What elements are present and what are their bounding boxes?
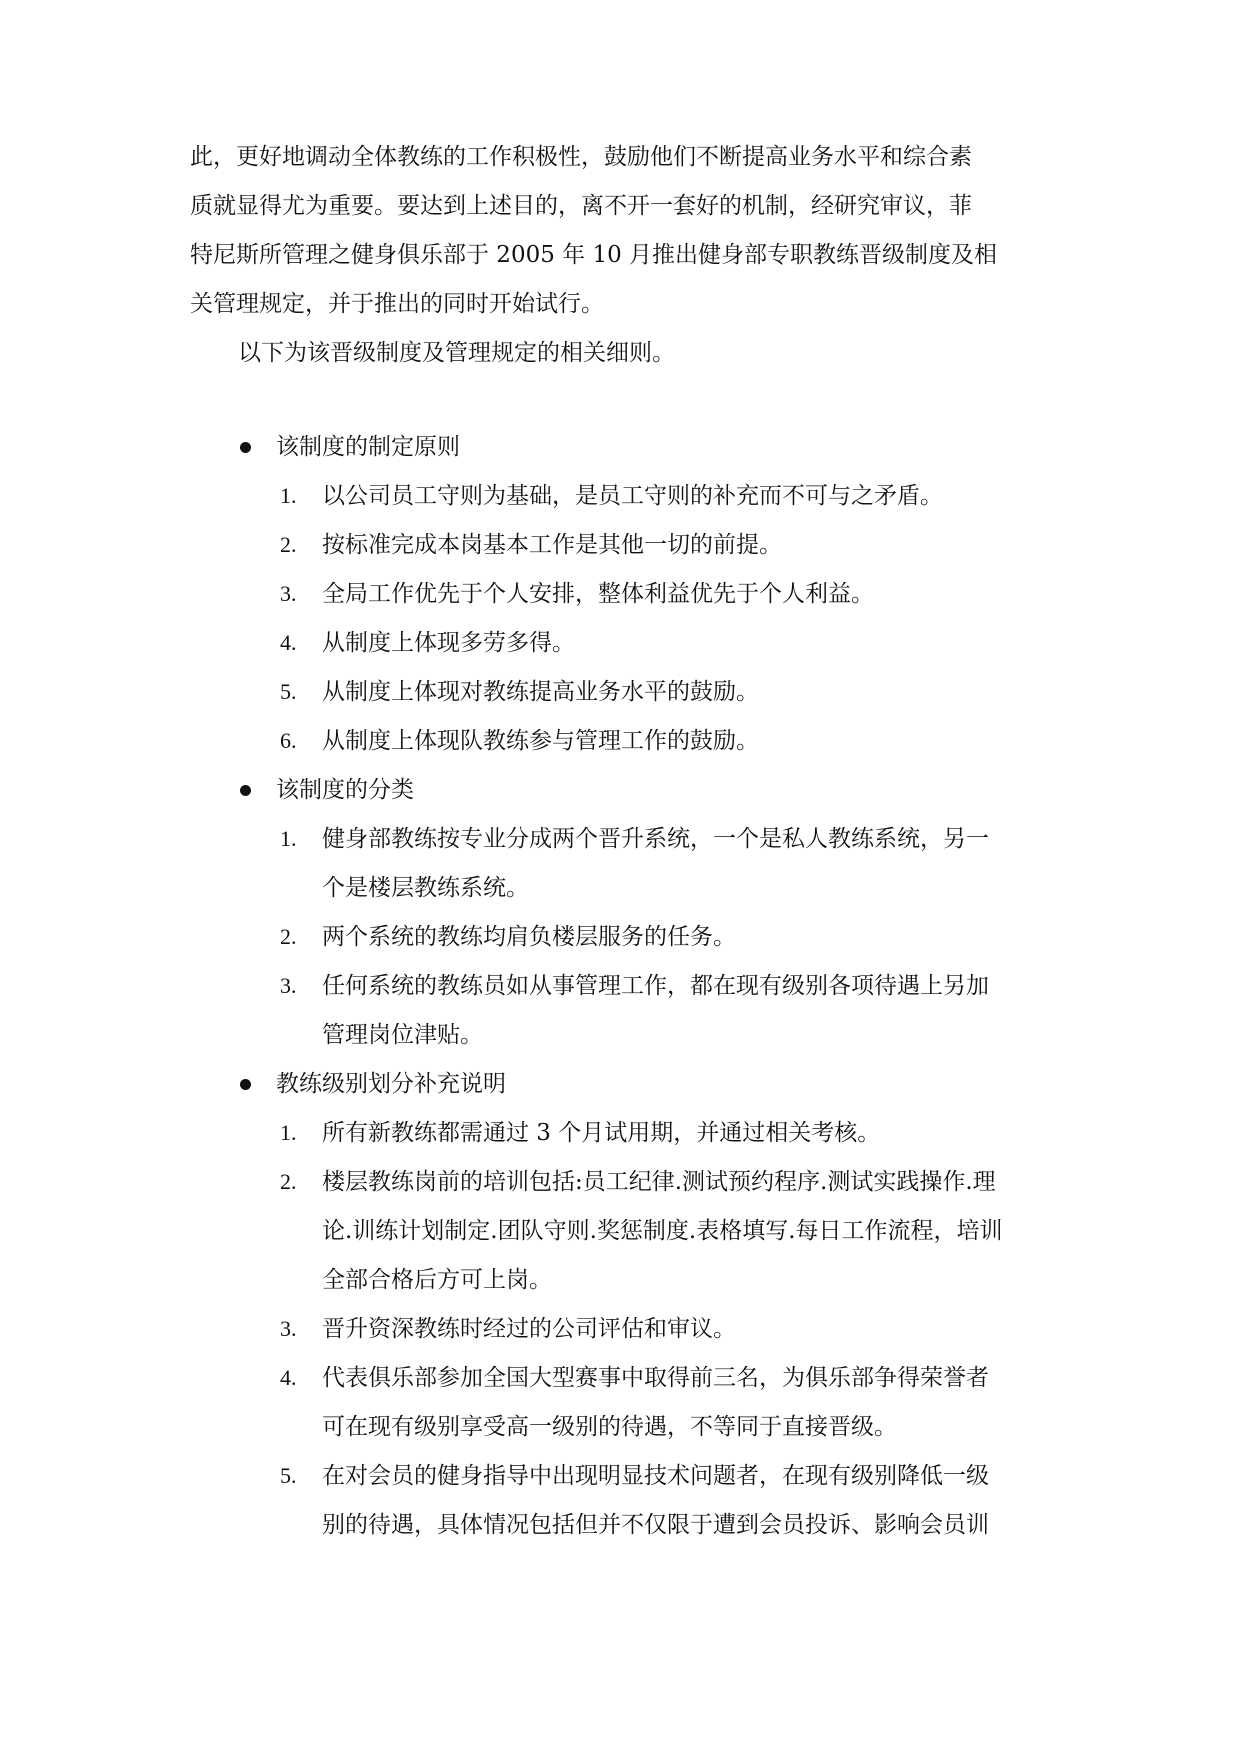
item-text: 所有新教练都需通过 3 个月试用期，并通过相关考核。 <box>322 1120 881 1146</box>
item-number: 2. <box>280 1169 297 1194</box>
item-text: 从制度上体现多劳多得。 <box>322 630 575 656</box>
item-text: 从制度上体现队教练参与管理工作的鼓励。 <box>322 728 759 754</box>
item-text: 别的待遇，具体情况包括但并不仅限于遭到会员投诉、影响会员训 <box>322 1512 989 1538</box>
item-text: 两个系统的教练均肩负楼层服务的任务。 <box>322 924 736 950</box>
bullet-icon <box>240 1079 251 1090</box>
item-number: 1. <box>280 1120 297 1145</box>
item-number: 5. <box>280 1463 297 1488</box>
section-title-text: 该制度的制定原则 <box>276 434 460 460</box>
item-text: 在对会员的健身指导中出现明显技术问题者，在现有级别降低一级 <box>322 1463 989 1489</box>
item-number: 1. <box>280 483 297 508</box>
section-title-text: 教练级别划分补充说明 <box>276 1071 506 1097</box>
item-number: 2. <box>280 532 297 557</box>
intro-lead: 以下为该晋级制度及管理规定的相关细则。 <box>238 340 675 366</box>
item-text: 个是楼层教练系统。 <box>322 875 529 901</box>
section-title-classification <box>276 775 414 805</box>
section-title-text: 该制度的分类 <box>276 777 414 803</box>
section-title-principles <box>276 432 460 462</box>
item-text: 任何系统的教练员如从事管理工作，都在现有级别各项待遇上另加 <box>322 973 989 999</box>
intro-line-1: 此，更好地调动全体教练的工作积极性，鼓励他们不断提高业务水平和综合素 <box>190 144 972 170</box>
item-number: 3. <box>280 581 297 606</box>
item-text: 全部合格后方可上岗。 <box>322 1267 552 1293</box>
item-number: 6. <box>280 728 297 753</box>
item-text: 健身部教练按专业分成两个晋升系统，一个是私人教练系统，另一 <box>322 826 989 852</box>
item-text: 管理岗位津贴。 <box>322 1022 483 1048</box>
item-text: 论.训练计划制定.团队守则.奖惩制度.表格填写.每日工作流程，培训 <box>322 1218 1003 1244</box>
item-text: 按标准完成本岗基本工作是其他一切的前提。 <box>322 532 782 558</box>
item-number: 4. <box>280 630 297 655</box>
item-number: 1. <box>280 826 297 851</box>
item-text: 代表俱乐部参加全国大型赛事中取得前三名，为俱乐部争得荣誉者 <box>322 1365 989 1391</box>
item-text: 从制度上体现对教练提高业务水平的鼓励。 <box>322 679 759 705</box>
section-title-level-notes <box>276 1069 506 1099</box>
item-number: 5. <box>280 679 297 704</box>
intro-line-2: 质就显得尤为重要。要达到上述目的，离不开一套好的机制，经研究审议，菲 <box>190 193 972 219</box>
bullet-icon <box>240 785 251 796</box>
item-number: 3. <box>280 973 297 998</box>
item-text: 全局工作优先于个人安排，整体利益优先于个人利益。 <box>322 581 874 607</box>
item-text: 楼层教练岗前的培训包括:员工纪律.测试预约程序.测试实践操作.理 <box>322 1169 996 1195</box>
item-text: 以公司员工守则为基础，是员工守则的补充而不可与之矛盾。 <box>322 483 943 509</box>
bullet-icon <box>240 442 251 453</box>
item-number: 3. <box>280 1316 297 1341</box>
item-text: 可在现有级别享受高一级别的待遇，不等同于直接晋级。 <box>322 1414 897 1440</box>
item-text: 晋升资深教练时经过的公司评估和审议。 <box>322 1316 736 1342</box>
item-number: 2. <box>280 924 297 949</box>
item-number: 4. <box>280 1365 297 1390</box>
intro-line-3: 特尼斯所管理之健身俱乐部于 2005 年 10 月推出健身部专职教练晋级制度及相 <box>190 242 998 268</box>
intro-line-4: 关管理规定，并于推出的同时开始试行。 <box>190 291 604 317</box>
